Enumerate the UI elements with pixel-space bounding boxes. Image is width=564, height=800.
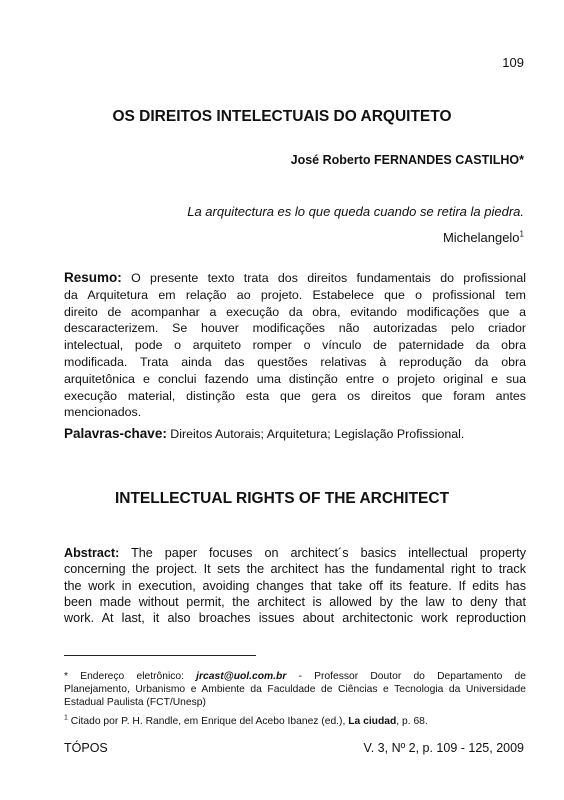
resumo-line: arquitetônica e conclui fazendo uma distinção entre o projeto original e sua (64, 371, 526, 386)
footer-issue: V. 3, Nº 2, p. 109 - 125, 2009 (363, 741, 524, 755)
epigraph-quote: La arquitectura es lo que queda cuando se retira la piedra. (187, 204, 524, 219)
author-name: José Roberto FERNANDES CASTILHO* (290, 153, 524, 167)
keywords (64, 426, 464, 441)
author-email-link[interactable]: jrcast@uol.com.br (196, 671, 287, 682)
resumo-line: direito de acompanhar a execução da obra, evitando modificações que a (64, 304, 526, 319)
footnote-author (64, 671, 526, 709)
footnote-line: * Endereço eletrônico: jrcast@uol.com.br - Professor Doutor do Departamento de (64, 671, 526, 682)
keywords-text: Direitos Autorais; Arquitetura; Legislação Profissional. (170, 427, 465, 441)
resumo-label: Resumo: (64, 270, 122, 285)
footnote-divider (64, 655, 256, 656)
resumo-line: intelectual, pode o arquiteto romper o vínculo de paternidade da obra (64, 338, 526, 353)
cited-work-title: La ciudad (348, 716, 397, 727)
keywords-label: Palavras-chave: (64, 426, 167, 441)
resumo-line: Resumo: O presente texto trata dos direitos fundamentais do profissional (64, 270, 526, 285)
abstract-label: Abstract: (64, 546, 120, 560)
footer-journal: TÓPOS (64, 741, 108, 755)
abstract-line: been made without permit, the architect is allowed by the law to deny that (64, 594, 526, 609)
resumo-line: mencionados. (64, 405, 142, 420)
abstract-line: Abstract: The paper focuses on architect´s basics intellectual property (64, 546, 526, 560)
footnote-line: Estadual Paulista (FCT/Unesp) (64, 696, 206, 708)
resumo-paragraph (64, 270, 526, 421)
abstract-line: work. At last, it also broaches issues about architectonic work reproduction (64, 611, 526, 626)
abstract-line: the work in execution, avoiding changes that take off its feature. If edits has (64, 578, 526, 593)
title-english: INTELLECTUAL RIGHTS OF THE ARCHITECT (114, 490, 450, 507)
footnote-citation: $^1$ Citado por P. H. Randle, em Enrique del Acebo Ibanez (ed.), La ciudad, p. 68. (64, 714, 428, 727)
resumo-line: execução material, distinção esta que gera os direitos que foram antes (64, 388, 526, 403)
resumo-line: descaracterizem. Se houver modificações não autorizadas pelo criador (64, 321, 526, 336)
footnote-line: Planejamento, Urbanismo e Ambiente da Faculdade de Ciências e Tecnologia da Universidade (64, 683, 526, 695)
resumo-line: modificada. Trata ainda das questões relativas à reprodução da obra (64, 354, 526, 369)
epigraph-author-name: Michelangelo (442, 230, 520, 245)
resumo-line: da Arquitetura em relação ao projeto. Estabelece que o profissional tem (64, 287, 526, 302)
page-number: 109 (502, 55, 524, 70)
footnote-ref: 1 (519, 229, 524, 239)
title-portuguese: OS DIREITOS INTELECTUAIS DO ARQUITETO (112, 108, 452, 125)
abstract-line: concerning the project. It sets the architect has the fundamental right to track (64, 562, 526, 577)
epigraph-author (443, 230, 524, 245)
abstract-paragraph (64, 545, 526, 626)
